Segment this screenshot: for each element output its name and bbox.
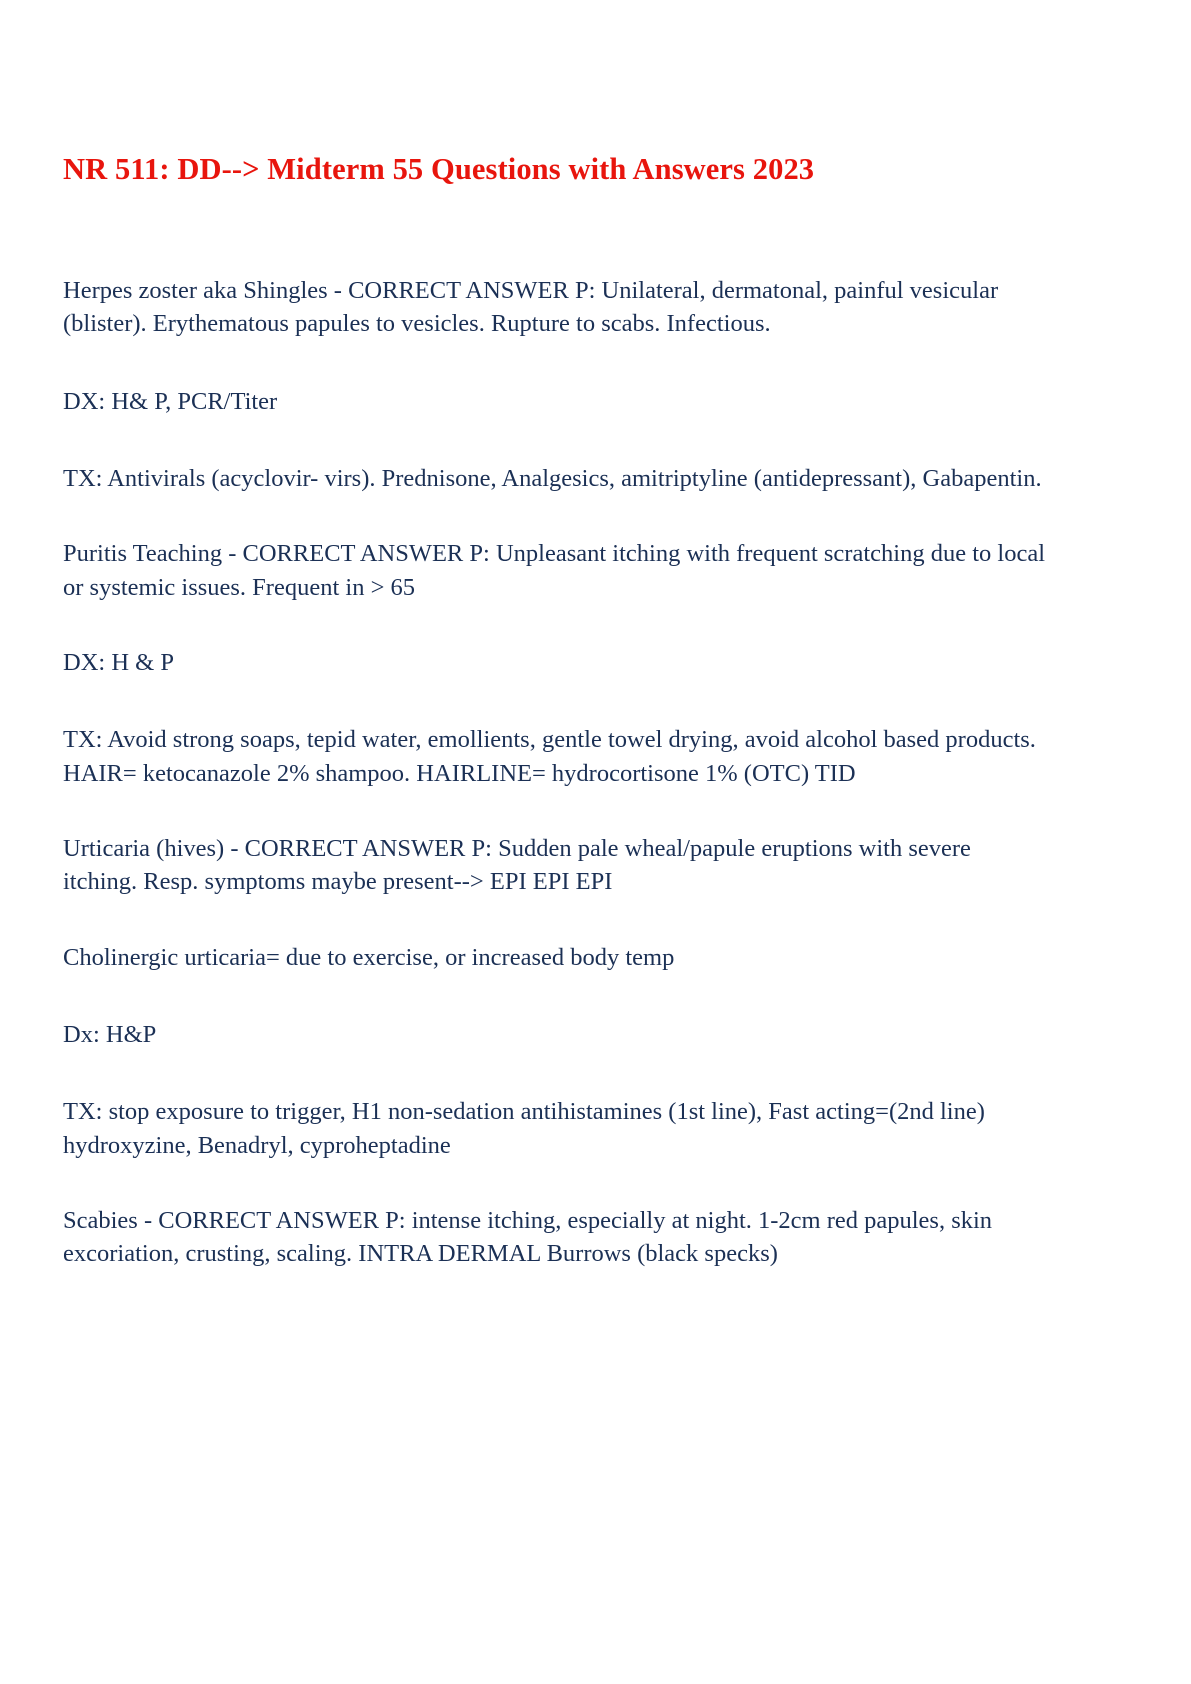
paragraph-gap xyxy=(63,1051,1048,1095)
paragraph-4: Puritis Teaching - CORRECT ANSWER P: Unpleasant itching with frequent scratching due to local or systemic issues. Frequent in > 65 xyxy=(63,540,1045,601)
paragraph-1: Herpes zoster aka Shingles - CORRECT ANSWER P: Unilateral, dermatonal, painful vesicular (blister). Erythematous papules to vesicles. Rupture to scabs. Infectious. xyxy=(63,277,999,338)
paragraph-3: TX: Antivirals (acyclovir- virs). Prednisone, Analgesics, amitriptyline (antidepressant), Gabapentin. xyxy=(63,465,1042,493)
title-spacer xyxy=(63,188,1048,274)
paragraph-5: DX: H & P xyxy=(63,649,174,676)
paragraph-gap xyxy=(63,341,1048,385)
paragraph-7: Urticaria (hives) - CORRECT ANSWER P: Sudden pale wheal/papule eruptions with severe itching. Resp. symptoms maybe present--> EPI EPI EPI xyxy=(63,834,971,896)
paragraph-gap xyxy=(63,899,1048,941)
paragraph-10: TX: stop exposure to trigger, H1 non-sedation antihistamines (1st line), Fast acting=(2nd line) hydroxyzine, Benadryl, cyproheptadine xyxy=(63,1098,985,1159)
paragraph-6: TX: Avoid strong soaps, tepid water, emollients, gentle towel drying, avoid alcohol based products. HAIR= ketocanazole 2% shampoo. HAIRLINE= hydrocortisone 1% (OTC) TID xyxy=(63,726,1036,787)
paragraph-gap xyxy=(63,679,1048,723)
paragraph-gap xyxy=(63,604,1048,646)
paragraph-11: Scabies - CORRECT ANSWER P: intense itching, especially at night. 1-2cm red papules, skin excoriation, crusting, scaling. INTRA DERMAL Burrows (black specks) xyxy=(63,1206,993,1268)
paragraph-8: Cholinergic urticaria= due to exercise, or increased body temp xyxy=(63,943,675,971)
paragraph-gap xyxy=(63,418,1048,462)
paragraph-gap xyxy=(63,790,1048,832)
document-content xyxy=(63,150,1048,1270)
page-title: NR 511: DD--> Midterm 55 Questions with Answers 2023 xyxy=(63,152,815,186)
paragraph-9: Dx: H&P xyxy=(63,1020,157,1048)
paragraph-gap xyxy=(63,974,1048,1018)
paragraph-2: DX: H& P, PCR/Titer xyxy=(63,387,278,415)
paragraph-gap xyxy=(63,1162,1048,1204)
paragraph-gap xyxy=(63,495,1048,537)
